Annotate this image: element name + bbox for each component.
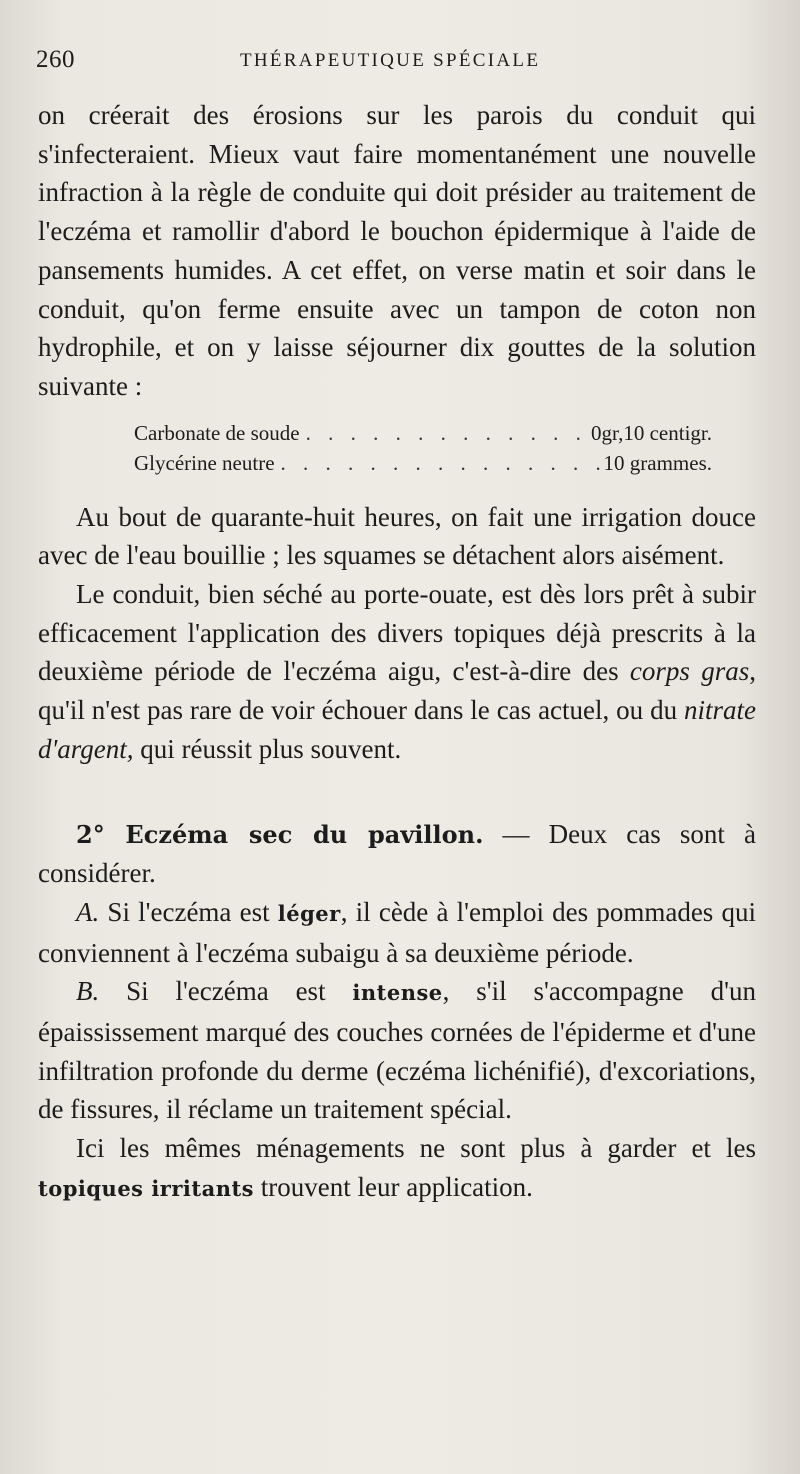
- section-heading: 2° Eczéma sec du pavillon. — Deux cas sont à considérer.: [38, 818, 757, 889]
- prescription-table: [134, 418, 712, 478]
- page-number: 260: [36, 46, 75, 73]
- keyword-intense: intense: [352, 980, 443, 1006]
- dot-leader: [275, 448, 600, 478]
- section-title: 2° Eczéma sec du pavillon.: [76, 819, 484, 849]
- paragraph-3: Le conduit, bien séché au porte-ouate, est dès lors prêt à subir efficacement l'application des divers topiques déjà prescrits à la deuxième période de l'eczéma aigu, c'est-à-dire des corps gras, qu'il n'est pas rare de voir échouer dans le cas actuel, ou du nitrate d'argent, qui réussit plus souvent.: [38, 579, 757, 764]
- paragraph-2: Au bout de quarante-huit heures, on fait une irrigation douce avec de l'eau bouillie ; les squames se détachent alors aisément.: [38, 501, 756, 571]
- paragraph-1: on créerait des érosions sur les parois du conduit qui s'infecteraient. Mieux vaut faire momentanément une nouvelle infraction à la règle de conduite qui doit présider au traitement de l'eczéma et ramollir d'abord le bouchon épidermique à l'aide de pansements humides. A cet effet, on verse matin et soir dans le conduit, qu'on ferme ensuite avec un tampon de coton non hydrophile, et on y laisse séjourner dix gouttes de la solution suivante :: [38, 100, 756, 401]
- running-title: THÉRAPEUTIQUE SPÉCIALE: [240, 50, 541, 71]
- emphasis-nitrate: nitrate d'argent,: [38, 695, 756, 764]
- label-a: A.: [76, 896, 100, 927]
- prescription-row: [134, 448, 712, 478]
- ingredient-name: Glycérine neutre: [134, 450, 275, 475]
- paragraph-b: B. Si l'eczéma est intense, s'il s'accompagne d'un épaississement marqué des couches cornées de l'épiderme et d'une infiltration profonde du derme (eczéma lichénifié), d'excoriations, de fissures, il réclame un traitement spécial.: [38, 976, 756, 1125]
- prescription-row: [134, 418, 712, 448]
- dot-leader: [300, 418, 587, 448]
- paragraph-a: A. Si l'eczéma est léger, il cède à l'emploi des pommades qui conviennent à l'eczéma subaigu à sa deuxième période.: [38, 896, 756, 968]
- emphasis-corps-gras: corps gras: [629, 656, 750, 687]
- page-body: [38, 96, 756, 1209]
- ingredient-quantity: 0gr,10 centigr.: [590, 420, 712, 445]
- paragraph-last: Ici les mêmes ménagements ne sont plus à garder et les topiques irritants trouvent leur application.: [38, 1133, 756, 1202]
- page-header: [36, 46, 756, 80]
- keyword-topiques: topiques irritants: [38, 1175, 254, 1201]
- label-b: B.: [76, 976, 100, 1007]
- keyword-leger: léger: [277, 900, 341, 926]
- ingredient-quantity: 10 grammes.: [603, 450, 712, 475]
- section-spacer: [38, 769, 756, 815]
- ingredient-name: Carbonate de soude: [134, 420, 300, 445]
